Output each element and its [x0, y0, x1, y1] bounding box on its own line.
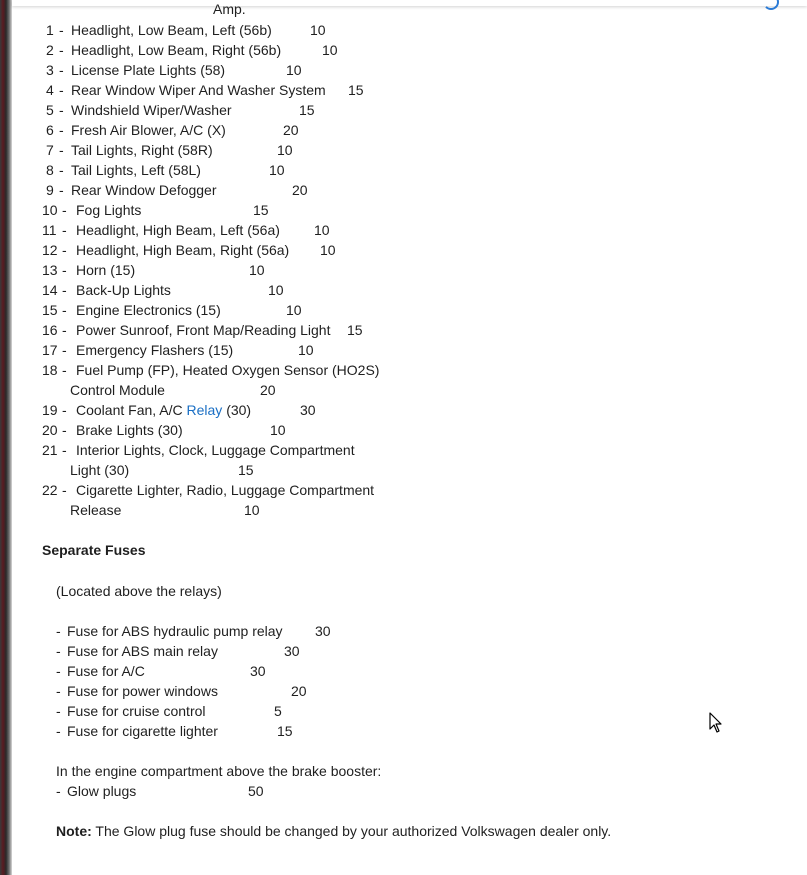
fuse-amperage: 15	[299, 102, 315, 118]
fuse-row	[12, 100, 792, 120]
fuse-row-continuation	[12, 380, 792, 400]
fuse-amperage: 10	[310, 22, 326, 38]
dash-separator: -	[56, 723, 61, 739]
fuse-row	[12, 220, 792, 240]
fuse-row	[12, 480, 792, 500]
fuse-amperage: 20	[283, 122, 299, 138]
fuse-number: 20	[42, 422, 58, 438]
fuse-label: Power Sunroof, Front Map/Reading Light	[76, 322, 331, 338]
fuse-number: 18	[42, 362, 58, 378]
dash-separator: -	[56, 623, 61, 639]
fuse-number: 15	[42, 302, 58, 318]
fuse-row	[12, 40, 792, 60]
separate-fuse-amperage: 30	[315, 623, 331, 639]
fuse-amperage: 10	[286, 302, 302, 318]
dash-separator: -	[62, 482, 67, 498]
fuse-number: 14	[42, 282, 58, 298]
fuse-number: 8	[46, 162, 54, 178]
fuse-row	[12, 400, 792, 420]
dash-separator: -	[62, 442, 67, 458]
dash-separator: -	[56, 683, 61, 699]
separate-fuse-label: Fuse for cruise control	[67, 703, 206, 719]
fuse-label: Cigarette Lighter, Radio, Luggage Compartment	[76, 482, 375, 498]
fuse-row	[12, 200, 792, 220]
fuse-number: 11	[42, 222, 57, 238]
fuse-amperage: 15	[348, 82, 364, 98]
fuse-label: Windshield Wiper/Washer	[71, 102, 232, 118]
separate-fuse-label: Fuse for A/C	[67, 663, 145, 679]
fuse-row	[12, 160, 792, 180]
fuse-number: 22	[42, 482, 58, 498]
dash-separator: -	[59, 182, 64, 198]
dash-separator: -	[62, 202, 67, 218]
fuse-row-continuation	[12, 460, 792, 480]
separate-fuse-amperage: 30	[250, 663, 266, 679]
dash-separator: -	[56, 643, 61, 659]
fuse-number: 17	[42, 342, 58, 358]
fuse-number: 12	[42, 242, 58, 258]
fuse-number: 1	[46, 22, 54, 38]
fuse-amperage: 15	[238, 462, 254, 478]
fuse-label: Fresh Air Blower, A/C (X)	[71, 122, 226, 138]
fuse-label: Brake Lights (30)	[76, 422, 183, 438]
fuse-label: Engine Electronics (15)	[76, 302, 221, 318]
fuse-row-continuation	[12, 500, 792, 520]
separate-fuse-label: Fuse for cigarette lighter	[67, 723, 218, 739]
fuse-amperage: 20	[260, 382, 276, 398]
window-edge	[0, 0, 12, 875]
fuse-amperage: 10	[286, 62, 302, 78]
fuse-label: Emergency Flashers (15)	[76, 342, 234, 358]
separate-fuse-row	[12, 641, 792, 661]
fuse-label: Back-Up Lights	[76, 282, 171, 298]
fuse-amperage: 10	[268, 282, 284, 298]
dash-separator: -	[59, 162, 64, 178]
fuse-label: Headlight, High Beam, Left (56a)	[76, 222, 280, 238]
dash-separator: -	[59, 122, 64, 138]
dash-separator: -	[62, 322, 67, 338]
separate-fuses-heading: Separate Fuses	[42, 542, 146, 558]
fuse-label: Headlight, Low Beam, Left (56b)	[71, 22, 272, 38]
fuse-amperage: 30	[300, 402, 316, 418]
fuse-row	[12, 420, 792, 440]
dash-separator: -	[62, 222, 67, 238]
fuse-amperage: 15	[253, 202, 269, 218]
fuse-row	[12, 340, 792, 360]
separate-fuse-label: Fuse for ABS main relay	[67, 643, 218, 659]
dash-separator: -	[59, 22, 64, 38]
fuse-number: 5	[46, 102, 54, 118]
dash-separator: -	[56, 663, 61, 679]
separate-fuse-amperage: 30	[284, 643, 300, 659]
fuse-number: 13	[42, 262, 58, 278]
fuse-amperage: 10	[270, 422, 286, 438]
fuse-label: Fuel Pump (FP), Heated Oxygen Sensor (HO2S)	[76, 362, 380, 378]
amp-column-header: Amp.	[213, 1, 246, 17]
fuse-number: 10	[42, 202, 58, 218]
fuse-amperage: 10	[320, 242, 336, 258]
dash-separator: -	[59, 42, 64, 58]
dash-separator: -	[62, 362, 67, 378]
engine-fuse-label: Glow plugs	[67, 783, 137, 799]
fuse-amperage: 10	[314, 222, 330, 238]
separate-fuse-row	[12, 721, 792, 741]
fuse-number: 6	[46, 122, 54, 138]
fuse-amperage: 10	[322, 42, 338, 58]
fuse-number: 9	[46, 182, 54, 198]
fuse-label: Tail Lights, Left (58L)	[71, 162, 201, 178]
dash-separator: -	[62, 302, 67, 318]
separate-fuse-label: Fuse for ABS hydraulic pump relay	[67, 623, 283, 639]
separate-fuse-row	[12, 681, 792, 701]
separate-fuse-row	[12, 661, 792, 681]
note-text: The Glow plug fuse should be changed by your authorized Volkswagen dealer only.	[91, 823, 612, 839]
fuse-amperage: 10	[269, 162, 285, 178]
fuse-row	[12, 240, 792, 260]
note-paragraph	[56, 821, 611, 841]
fuse-row	[12, 260, 792, 280]
dash-separator: -	[62, 342, 67, 358]
fuse-number: 4	[46, 82, 54, 98]
fuse-label-text: (30)	[222, 402, 252, 418]
fuse-amperage: 15	[347, 322, 363, 338]
dash-separator: -	[56, 783, 61, 799]
fuse-row	[12, 120, 792, 140]
separate-fuses-location: (Located above the relays)	[56, 583, 222, 599]
dash-separator: -	[56, 703, 61, 719]
dash-separator: -	[62, 242, 67, 258]
fuse-label-continuation: Control Module	[70, 382, 165, 398]
fuse-label: Fog Lights	[76, 202, 142, 218]
fuse-label: Headlight, Low Beam, Right (56b)	[71, 42, 282, 58]
fuse-number: 7	[46, 142, 54, 158]
separate-fuse-row	[12, 701, 792, 721]
fuse-row	[12, 300, 792, 320]
fuse-amperage: 10	[298, 342, 314, 358]
dash-separator: -	[62, 262, 67, 278]
fuse-label-continuation: Light (30)	[70, 462, 130, 478]
dash-separator: -	[62, 282, 67, 298]
fuse-label: Headlight, High Beam, Right (56a)	[76, 242, 290, 258]
fuse-row	[12, 440, 792, 460]
fuse-label: Rear Window Defogger	[71, 182, 217, 198]
engine-fuse-row	[12, 781, 792, 801]
separate-fuse-amperage: 15	[277, 723, 293, 739]
fuse-amperage: 20	[292, 182, 308, 198]
separate-fuse-row	[12, 621, 792, 641]
dash-separator: -	[59, 62, 64, 78]
fuse-number: 16	[42, 322, 58, 338]
dash-separator: -	[59, 142, 64, 158]
engine-compartment-location: In the engine compartment above the brake booster:	[56, 763, 382, 779]
fuse-number: 19	[42, 402, 58, 418]
fuse-number: 3	[46, 62, 54, 78]
note-label: Note:	[56, 823, 92, 839]
fuse-label: Tail Lights, Right (58R)	[71, 142, 213, 158]
fuse-row	[12, 280, 792, 300]
fuse-label: Horn (15)	[76, 262, 136, 278]
fuse-label: Interior Lights, Clock, Luggage Compartment	[76, 442, 355, 458]
fuse-number: 21	[42, 442, 58, 458]
fuse-row	[12, 180, 792, 200]
fuse-row	[12, 360, 792, 380]
fuse-row	[12, 20, 792, 40]
dash-separator: -	[59, 102, 64, 118]
fuse-row	[12, 140, 792, 160]
fuse-label-continuation: Release	[70, 502, 122, 518]
fuse-amperage: 10	[277, 142, 293, 158]
fuse-amperage: 10	[244, 502, 260, 518]
fuse-label-text: Coolant Fan, A/C	[76, 402, 187, 418]
dash-separator: -	[62, 422, 67, 438]
engine-fuse-amperage: 50	[248, 783, 264, 799]
fuse-document	[12, 0, 807, 875]
fuse-amperage: 10	[249, 262, 265, 278]
separate-fuse-amperage: 5	[274, 703, 282, 719]
separate-fuse-amperage: 20	[291, 683, 307, 699]
mouse-pointer-icon	[709, 712, 723, 734]
fuse-row	[12, 320, 792, 340]
fuse-number: 2	[46, 42, 54, 58]
fuse-row	[12, 80, 792, 100]
fuse-label: Rear Window Wiper And Washer System	[71, 82, 326, 98]
dash-separator: -	[62, 402, 67, 418]
fuse-row	[12, 60, 792, 80]
fuse-label	[76, 400, 251, 420]
dash-separator: -	[59, 82, 64, 98]
fuse-label: License Plate Lights (58)	[71, 62, 226, 78]
separate-fuse-label: Fuse for power windows	[67, 683, 218, 699]
relay-link[interactable]: Relay	[186, 402, 223, 418]
